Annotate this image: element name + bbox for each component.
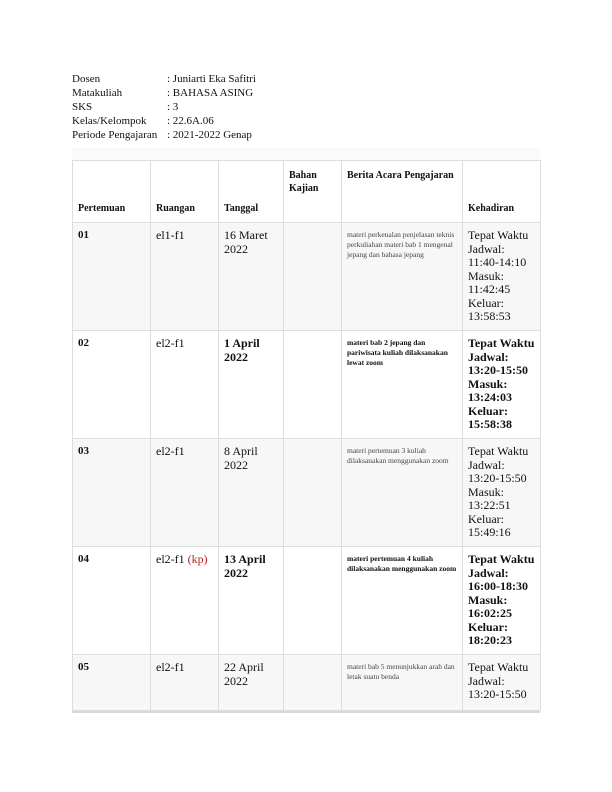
tanggal-cell: 1 April 2022 bbox=[219, 331, 284, 439]
kehadiran-cell bbox=[463, 223, 541, 331]
jadwal-text: Jadwal: 16:00-18:30 bbox=[468, 565, 528, 593]
kelas-value: : 22.6A.06 bbox=[167, 115, 214, 127]
table-row bbox=[73, 547, 541, 655]
table-row bbox=[73, 223, 541, 331]
info-row-sks bbox=[72, 100, 256, 114]
keluar-text: Keluar: 13:58:53 bbox=[468, 295, 511, 323]
info-row-kelas bbox=[72, 114, 256, 128]
status-text: Tepat Waktu bbox=[468, 552, 535, 566]
matakuliah-value: : BAHASA ASING bbox=[167, 87, 254, 99]
table-header-row bbox=[73, 161, 541, 223]
sks-value: : 3 bbox=[167, 101, 179, 113]
status-text: Tepat Waktu bbox=[468, 660, 529, 674]
masuk-text: Masuk: 16:02:25 bbox=[468, 592, 512, 620]
attendance-table-wrapper bbox=[72, 160, 540, 713]
info-row-matakuliah bbox=[72, 86, 256, 100]
attendance-table bbox=[72, 160, 541, 711]
matakuliah-label: Matakuliah bbox=[72, 87, 123, 99]
ruangan-cell bbox=[151, 439, 219, 547]
pertemuan-cell: 02 bbox=[73, 331, 151, 439]
header-berita-acara: Berita Acara Pengajaran bbox=[342, 161, 463, 223]
dosen-value: : Juniarti Eka Safitri bbox=[167, 73, 256, 85]
masuk-text: Masuk: 13:22:51 bbox=[468, 484, 511, 512]
status-text: Tepat Waktu bbox=[468, 228, 529, 242]
ruangan-cell bbox=[151, 655, 219, 711]
dosen-label: Dosen bbox=[72, 73, 101, 85]
header-pertemuan: Pertemuan bbox=[73, 161, 151, 223]
table-row bbox=[73, 331, 541, 439]
masuk-text: Masuk: 13:24:03 bbox=[468, 376, 512, 404]
ruangan-text: el2-f1 bbox=[156, 336, 185, 350]
ruangan-text: el2-f1 bbox=[156, 552, 185, 566]
ruangan-text: el2-f1 bbox=[156, 444, 185, 458]
ruangan-cell bbox=[151, 223, 219, 331]
berita-cell: materi perkenalan penjelasan teknis perkuliahan materi bab 1 mengenal jepang dan bahasa jepang bbox=[342, 223, 463, 331]
tanggal-cell: 22 April 2022 bbox=[219, 655, 284, 711]
keluar-text: Keluar: 18:20:23 bbox=[468, 619, 512, 647]
sks-label: SKS bbox=[72, 101, 93, 113]
jadwal-text: Jadwal: 13:20-15:50 bbox=[468, 673, 527, 701]
jadwal-text: Jadwal: 13:20-15:50 bbox=[468, 457, 527, 485]
periode-label: Periode Pengajaran bbox=[72, 129, 158, 141]
bahan-cell bbox=[284, 547, 342, 655]
header-ruangan: Ruangan bbox=[151, 161, 219, 223]
keluar-text: Keluar: 15:49:16 bbox=[468, 511, 511, 539]
masuk-text: Masuk: 11:42:45 bbox=[468, 268, 511, 296]
jadwal-text: Jadwal: 11:40-14:10 bbox=[468, 241, 527, 269]
tanggal-cell: 13 April 2022 bbox=[219, 547, 284, 655]
header-tanggal: Tanggal bbox=[219, 161, 284, 223]
header-bahan-kajian: Bahan Kajian bbox=[284, 161, 342, 223]
table-row bbox=[73, 655, 541, 711]
kehadiran-cell bbox=[463, 547, 541, 655]
pertemuan-cell: 05 bbox=[73, 655, 151, 711]
tanggal-cell: 8 April 2022 bbox=[219, 439, 284, 547]
bahan-cell bbox=[284, 223, 342, 331]
kelas-label: Kelas/Kelompok bbox=[72, 115, 147, 127]
bahan-cell bbox=[284, 331, 342, 439]
berita-cell: materi pertemuan 3 kuliah dilaksanakan menggunakan zoom bbox=[342, 439, 463, 547]
ruangan-text: el2-f1 bbox=[156, 660, 185, 674]
berita-cell: materi bab 2 jepang dan pariwisata kuliah dilaksanakan lewat zoom bbox=[342, 331, 463, 439]
jadwal-text: Jadwal: 13:20-15:50 bbox=[468, 349, 528, 377]
header-kehadiran: Kehadiran bbox=[463, 161, 541, 223]
keluar-text: Keluar: 15:58:38 bbox=[468, 403, 512, 431]
status-text: Tepat Waktu bbox=[468, 444, 529, 458]
pertemuan-cell: 03 bbox=[73, 439, 151, 547]
kehadiran-cell bbox=[463, 331, 541, 439]
kp-badge: (kp) bbox=[187, 552, 208, 566]
periode-value: : 2021-2022 Genap bbox=[167, 129, 252, 141]
table-row bbox=[73, 439, 541, 547]
status-text: Tepat Waktu bbox=[468, 336, 535, 350]
course-info bbox=[72, 72, 256, 142]
info-row-dosen bbox=[72, 72, 256, 86]
berita-cell: materi bab 5 menunjukkan arah dan letak suatu benda bbox=[342, 655, 463, 711]
table-top-shade bbox=[72, 148, 540, 160]
kehadiran-cell bbox=[463, 439, 541, 547]
pertemuan-cell: 01 bbox=[73, 223, 151, 331]
tanggal-cell: 16 Maret 2022 bbox=[219, 223, 284, 331]
berita-cell: materi pertemuan 4 kuliah dilaksanakan menggunakan zoom bbox=[342, 547, 463, 655]
bahan-cell bbox=[284, 439, 342, 547]
ruangan-text: el1-f1 bbox=[156, 228, 185, 242]
info-row-periode bbox=[72, 128, 256, 142]
ruangan-cell bbox=[151, 331, 219, 439]
bahan-cell bbox=[284, 655, 342, 711]
ruangan-cell bbox=[151, 547, 219, 655]
kehadiran-cell bbox=[463, 655, 541, 711]
pertemuan-cell: 04 bbox=[73, 547, 151, 655]
